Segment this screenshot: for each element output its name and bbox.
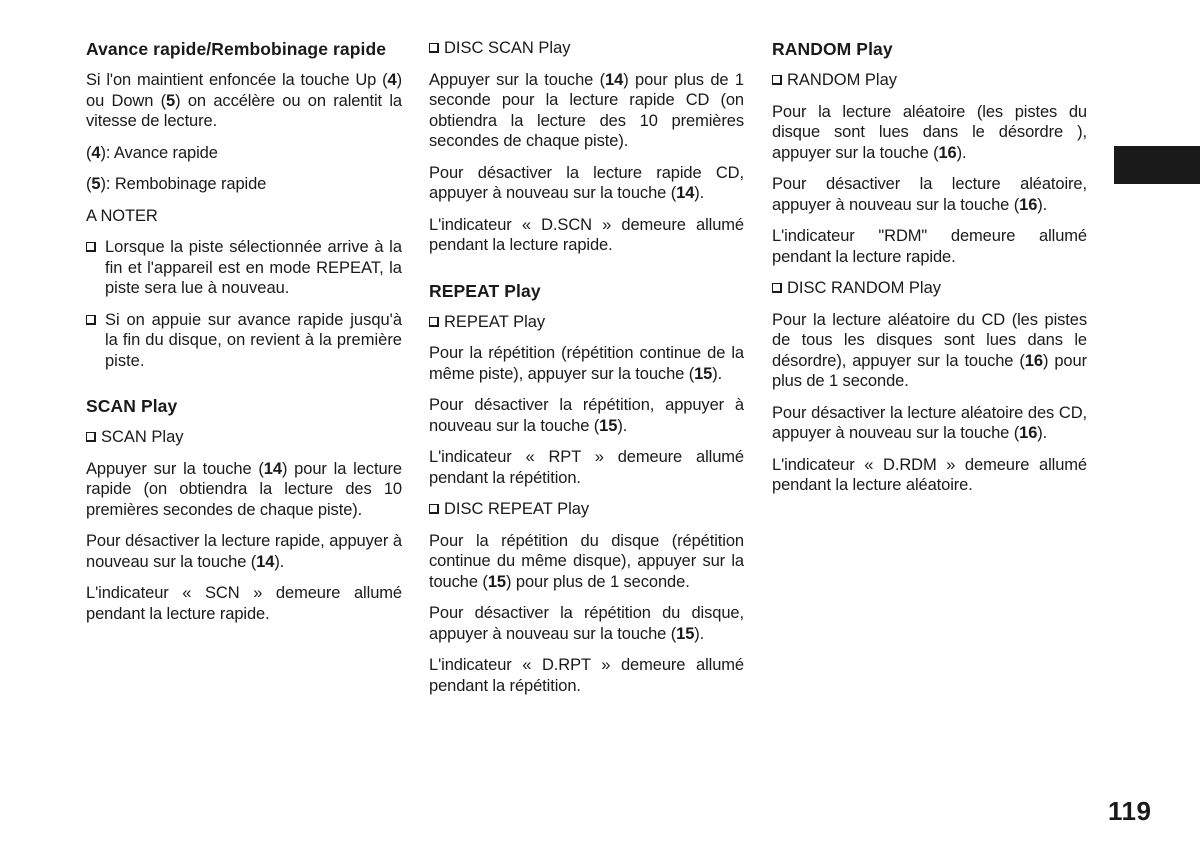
disc-scan-paragraph-3: L'indicateur « D.SCN » demeure allumé pendant la lecture rapide. [429,215,744,254]
section-title-fast-forward: Avance rapide/Rembobinage rapide [86,39,387,59]
disc-random-paragraph-1: Pour la lecture aléatoire du CD (les pistes de tous les disques sont lues dans le désordre), appuyer sur la touche (16) pour plus de 1 seconde. [772,310,1087,390]
disc-scan-paragraph-2: Pour désactiver la lecture rapide CD, appuyer à nouveau sur la touche (14). [429,163,744,202]
scan-paragraph-1: Appuyer sur la touche (14) pour la lecture rapide (on obtiendra la lecture des 10 premières secondes de chaque piste). [86,459,402,519]
ff-intro-paragraph: Si l'on maintient enfoncée la touche Up (4) ou Down (5) on accélère ou on ralentit la vitesse de lecture. [86,71,402,130]
disc-repeat-paragraph-2: Pour désactiver la répétition du disque, appuyer à nouveau sur la touche (15). [429,604,744,643]
checkbox-square-icon [772,75,782,85]
disc-random-paragraph-3: L'indicateur « D.RDM » demeure allumé pendant la lecture aléatoire. [772,455,1087,494]
disc-random-paragraph-2: Pour désactiver la lecture aléatoire des CD, appuyer à nouveau sur la touche (16). [772,403,1087,442]
checkbox-square-icon [429,317,439,327]
disc-repeat-paragraph-3: L'indicateur « D.RPT » demeure allumé pendant la répétition. [429,656,744,695]
note-bullet-1 [86,237,402,299]
note-bullet-text: Si on appuie sur avance rapide jusqu'à la fin du disque, on revient à la première piste. [105,310,402,370]
section-title-scan: SCAN Play [86,396,178,416]
checkbox-square-icon [772,283,782,293]
section-title-repeat: REPEAT Play [429,280,541,301]
section-title-random: RANDOM Play [772,39,893,59]
page-number: 119 [1108,796,1152,826]
scan-paragraph-2: Pour désactiver la lecture rapide, appuyer à nouveau sur la touche (14). [86,532,402,571]
disc-random-play-item: DISC RANDOM Play [772,278,1087,299]
disc-scan-play-item: DISC SCAN Play [429,38,744,59]
random-paragraph-3: L'indicateur "RDM" demeure allumé pendant la lecture rapide. [772,227,1087,266]
random-paragraph-2: Pour désactiver la lecture aléatoire, appuyer à nouveau sur la touche (16). [772,175,1087,214]
note-label: A NOTER [86,206,158,225]
ff-key-4-line: (4): Avance rapide [86,143,218,162]
checkbox-square-icon [86,432,96,442]
checkbox-square-icon [86,315,96,325]
repeat-paragraph-1: Pour la répétition (répétition continue de la même piste), appuyer sur la touche (15). [429,344,744,383]
checkbox-square-icon [429,504,439,514]
ff-key-5-line: (5): Rembobinage rapide [86,175,267,193]
disc-scan-paragraph-1: Appuyer sur la touche (14) pour plus de 1 seconde pour la lecture rapide CD (on obtiendra la lecture des 10 premières secondes de chaque piste). [429,70,744,150]
repeat-paragraph-2: Pour désactiver la répétition, appuyer à nouveau sur la touche (15). [429,396,744,435]
random-play-item: RANDOM Play [772,70,1087,91]
random-paragraph-1: Pour la lecture aléatoire (les pistes du disque sont lues dans le désordre ), appuyer sur la touche (16). [772,102,1087,162]
repeat-paragraph-3: L'indicateur « RPT » demeure allumé pendant la répétition. [429,448,744,487]
checkbox-square-icon [86,242,96,252]
scan-paragraph-3: L'indicateur « SCN » demeure allumé pendant la lecture rapide. [86,584,402,623]
chapter-tab-marker [1114,146,1200,184]
column-2 [429,38,744,707]
disc-repeat-play-item: DISC REPEAT Play [429,499,744,520]
note-bullet-2 [86,310,402,372]
scan-play-item: SCAN Play [86,427,402,448]
repeat-play-item: REPEAT Play [429,312,744,333]
disc-repeat-paragraph-1: Pour la répétition du disque (répétition continue du même disque), appuyer sur la touche (15) pour plus de 1 seconde. [429,531,744,591]
column-3 [772,38,1087,507]
column-1 [86,38,402,635]
note-bullet-text: Lorsque la piste sélectionnée arrive à la fin et l'appareil est en mode REPEAT, la piste sera lue à nouveau. [105,238,402,297]
checkbox-square-icon [429,43,439,53]
